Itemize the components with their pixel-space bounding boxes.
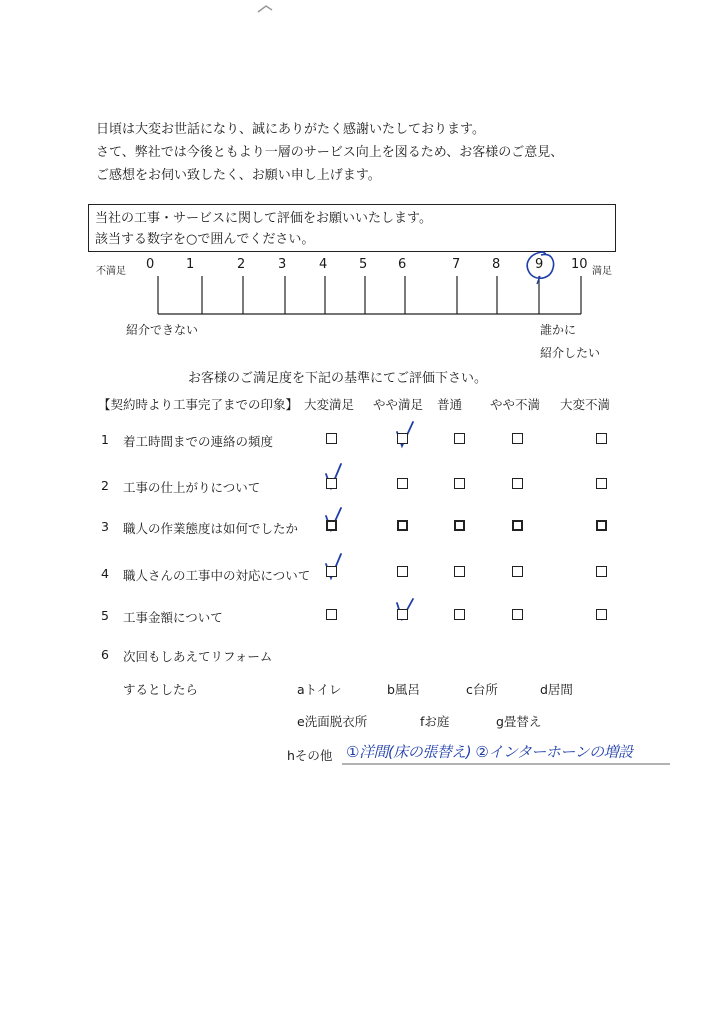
- question-number: 1: [101, 432, 109, 447]
- scale-number-5[interactable]: 5: [359, 257, 368, 272]
- checkbox-q4-somewhat-satisfied[interactable]: [397, 566, 408, 577]
- checkbox-q2-very-dissatisfied[interactable]: [596, 478, 607, 489]
- section-label: 【契約時より工事完了までの印象】: [98, 397, 299, 412]
- checkbox-q1-somewhat-satisfied[interactable]: [397, 433, 408, 444]
- scale-number-0[interactable]: 0: [146, 257, 155, 272]
- question-text: 工事金額について: [123, 610, 223, 625]
- checkbox-q1-neutral[interactable]: [454, 433, 465, 444]
- column-header-somewhat-dissatisfied: やや不満: [490, 397, 541, 412]
- column-header-very-dissatisfied: 大変不満: [560, 397, 611, 412]
- scale-right-end-label: 満足: [592, 266, 612, 277]
- scale-number-9[interactable]: 9: [535, 257, 544, 272]
- checkbox-q2-somewhat-dissatisfied[interactable]: [512, 478, 523, 489]
- scan-speck: [258, 6, 272, 12]
- scale-left-caption: 紹介できない: [126, 323, 199, 337]
- checkbox-q4-very-dissatisfied[interactable]: [596, 566, 607, 577]
- scale-number-3[interactable]: 3: [278, 257, 287, 272]
- column-header-somewhat-satisfied: やや満足: [373, 397, 424, 412]
- rating-instruction-line-1: 当社の工事・サービスに関して評価をお願いいたします。: [95, 211, 432, 226]
- column-header-very-satisfied: 大変満足: [304, 397, 355, 412]
- checkbox-q5-very-satisfied[interactable]: [326, 609, 337, 620]
- checkbox-q1-very-dissatisfied[interactable]: [596, 433, 607, 444]
- checkbox-q3-somewhat-satisfied[interactable]: [397, 520, 408, 531]
- reform-option-f[interactable]: fお庭: [420, 714, 450, 729]
- reform-option-e[interactable]: e洗面脱衣所: [297, 714, 368, 729]
- checkbox-q5-very-dissatisfied[interactable]: [596, 609, 607, 620]
- scale-number-10[interactable]: 10: [571, 257, 588, 272]
- question-number: 5: [101, 608, 109, 623]
- column-header-neutral: 普通: [437, 397, 463, 412]
- checkbox-q3-somewhat-dissatisfied[interactable]: [512, 520, 523, 531]
- intro-line-1: 日頃は大変お世話になり、誠にありがたく感謝いたしております。: [96, 122, 485, 137]
- checkbox-q2-neutral[interactable]: [454, 478, 465, 489]
- reform-option-b[interactable]: b風呂: [387, 682, 420, 697]
- satisfaction-heading: お客様のご満足度を下記の基準にてご評価下さい。: [188, 371, 488, 386]
- checkbox-q3-very-satisfied[interactable]: [326, 520, 337, 531]
- reform-option-h[interactable]: hその他: [287, 748, 333, 763]
- reform-option-d[interactable]: d居間: [540, 682, 573, 697]
- question-text: 着工時間までの連絡の頻度: [123, 434, 274, 449]
- scale-number-2[interactable]: 2: [237, 257, 246, 272]
- question-text: 工事の仕上がりについて: [123, 480, 261, 495]
- scale-left-end-label: 不満足: [96, 266, 126, 277]
- checkbox-q4-somewhat-dissatisfied[interactable]: [512, 566, 523, 577]
- intro-line-3: ご感想をお伺い致したく、お願い申し上げます。: [96, 168, 381, 183]
- scale-number-1[interactable]: 1: [186, 257, 195, 272]
- reform-other-handwritten-answer[interactable]: ①洋間(床の張替え) ②インターホーンの増設: [346, 743, 633, 761]
- rating-scale-ruler: [158, 276, 581, 314]
- reform-question-line-1: 次回もしあえてリフォーム: [123, 649, 273, 664]
- checkbox-q2-somewhat-satisfied[interactable]: [397, 478, 408, 489]
- question-number: 3: [101, 519, 109, 534]
- question-text: 職人さんの工事中の対応について: [123, 568, 311, 583]
- checkbox-q4-very-satisfied[interactable]: [326, 566, 337, 577]
- checkbox-q3-neutral[interactable]: [454, 520, 465, 531]
- scale-right-caption-line-2: 紹介したい: [540, 346, 601, 360]
- reform-option-g[interactable]: g畳替え: [496, 714, 542, 729]
- scale-number-6[interactable]: 6: [398, 257, 407, 272]
- reform-question-number: 6: [101, 647, 109, 662]
- scale-number-7[interactable]: 7: [452, 257, 461, 272]
- question-number: 2: [101, 478, 109, 493]
- checkbox-q5-somewhat-satisfied[interactable]: [397, 609, 408, 620]
- reform-option-a[interactable]: aトイレ: [297, 682, 342, 697]
- scale-right-caption-line-1: 誰かに: [540, 323, 577, 337]
- scale-number-8[interactable]: 8: [492, 257, 501, 272]
- question-text: 職人の作業態度は如何でしたか: [123, 521, 299, 536]
- checkbox-q1-somewhat-dissatisfied[interactable]: [512, 433, 523, 444]
- intro-line-2: さて、弊社では今後ともより一層のサービス向上を図るため、お客様のご意見、: [96, 145, 564, 160]
- reform-option-c[interactable]: c台所: [466, 682, 498, 697]
- checkbox-q4-neutral[interactable]: [454, 566, 465, 577]
- scale-number-4[interactable]: 4: [319, 257, 328, 272]
- reform-question-line-2: するとしたら: [123, 682, 199, 697]
- checkbox-q1-very-satisfied[interactable]: [326, 433, 337, 444]
- checkbox-q2-very-satisfied[interactable]: [326, 478, 337, 489]
- question-number: 4: [101, 566, 109, 581]
- checkbox-q5-somewhat-dissatisfied[interactable]: [512, 609, 523, 620]
- selected-rating-circle: [527, 252, 553, 278]
- checkbox-q3-very-dissatisfied[interactable]: [596, 520, 607, 531]
- rating-instruction-line-2: 該当する数字を○で囲んでください。: [95, 232, 315, 247]
- checkbox-q5-neutral[interactable]: [454, 609, 465, 620]
